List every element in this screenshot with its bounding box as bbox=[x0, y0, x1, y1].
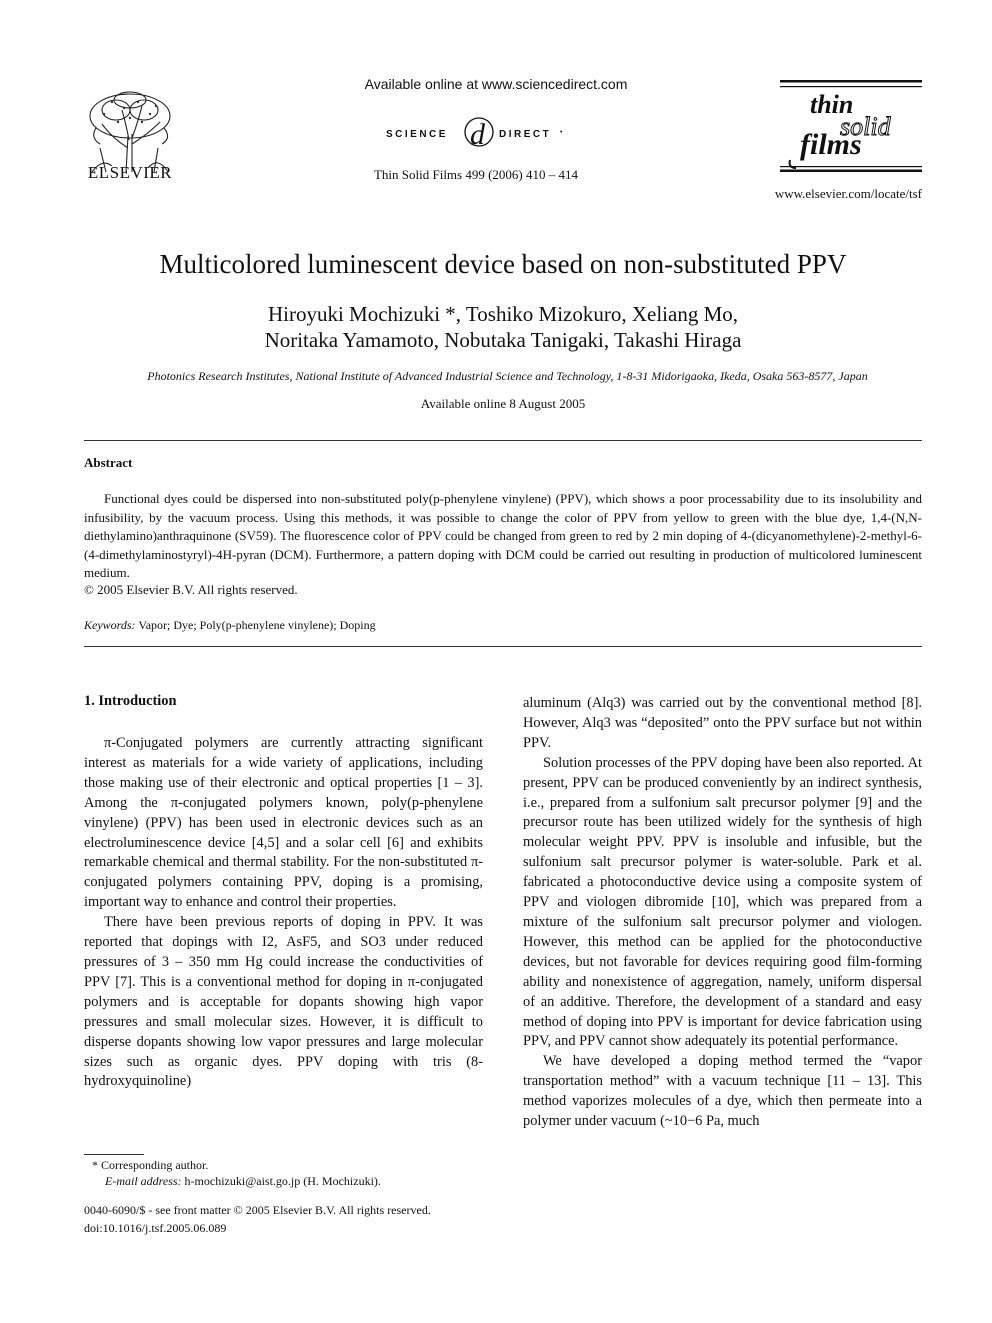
journal-reference: Thin Solid Films 499 (2006) 410 – 414 bbox=[373, 167, 579, 182]
sd-logo-left-text: SCIENCE bbox=[386, 129, 448, 140]
paragraph: There have been previous reports of doping in PPV. It was reported that dopings with I2, AsF5, and SO3 under reduced pressures of 3 – 350 mm Hg could increase the conductivities of PPV [7]. This is a conventional method for doping in π-conjugated polymers and is acceptable for dopants showing high vapor pressures and small molecular sizes. However, it is difficult to disperse dopants showing low vapor pressures and large molecular sizes such as organic dyes. PPV doping with tris (8-hydroxyquinoline) bbox=[84, 914, 483, 1090]
affiliation: Photonics Research Institutes, National Institute of Advanced Industrial Science and Technology, 1-8-31 Midorigaoka, Ikeda, Osaka 563-8577, Japan bbox=[147, 369, 868, 383]
abstract-copyright: © 2005 Elsevier B.V. All rights reserved. bbox=[84, 582, 298, 597]
paragraph: aluminum (Alq3) was carried out by the conventional method [8]. However, Alq3 was “deposited” onto the PPV surface but not within PPV. bbox=[523, 695, 922, 751]
svg-text:d: d bbox=[470, 118, 485, 151]
sd-logo-right-text: DIRECT bbox=[499, 129, 552, 140]
keywords-list: Vapor; Dye; Poly(p-phenylene vinylene); Doping bbox=[138, 618, 376, 632]
tsf-logo-word-3: films bbox=[800, 128, 862, 161]
body-column-left bbox=[84, 734, 483, 1092]
abstract-text: Functional dyes could be dispersed into non-substituted poly(p-phenylene vinylene) (PPV), which shows a poor processability due to its insolubility and infusibility, by the vacuum process. Using this methods, it was possible to change the color of PPV from yellow to green with the blue dye, 1,4-(N,N-diethylamino)anthraquinone (SV59). The fluorescence color of PPV could be changed from green to red by 2 min doping of 4-(dicyanomethylene)-2-methyl-6-(4-dimethylaminostyryl)-4H-pyran (DCM). Furthermore, a pattern doping with DCM could be carried out resulting in production of multicolored luminescent medium. bbox=[84, 491, 922, 580]
authors-line-1: Hiroyuki Mochizuki *, Toshiko Mizokuro, Xeliang Mo, bbox=[267, 302, 739, 326]
tsf-logo-word-2: solid bbox=[840, 112, 891, 141]
abstract-heading: Abstract bbox=[84, 455, 133, 470]
paragraph: Solution processes of the PPV doping have been also reported. At present, PPV can be produced conveniently by an indirect synthesis, i.e., prepared from a sulfonium salt precursor polymer [9] and the precursor route has been utilized widely for the synthesis of high molecular weight PPV. PPV is insoluble and infusible, but the sulfonium salt precursor polymer is water-soluble. Park et al. fabricated a photoconductive device using a composite system of PPV and viologen dibromide [10], which was prepared from a mixture of the sulfonium salt precursor polymer and viologen. However, this method can be applied for the photoconductive devices, but not favorable for devices requiring good film-forming ability and nonexistence of aggregation, namely, uniform dispersal of an additive. Therefore, the development of a standard and easy method of doping into PPV is important for device fabrication using PPV, and PPV cannot show adequately its potential performance. bbox=[523, 754, 922, 1050]
divider-bottom bbox=[84, 646, 922, 647]
corresponding-author-note: * Corresponding author. bbox=[92, 1158, 209, 1172]
authors-line-2: Noritaka Yamamoto, Nobutaka Tanigaki, Takashi Hiraga bbox=[264, 328, 742, 352]
svg-text:•: • bbox=[560, 129, 563, 136]
paragraph: π-Conjugated polymers are currently attracting significant interest as materials for a wide variety of applications, including those making use of their electronic and optical properties [1 – 3]. Among the π-conjugated polymers known, poly(p-phenylene vinylene) (PPV) has been used in electronic devices such as an electroluminescence device [4,5] and a solar cell [6] and exhibits remarkable chemical and thermal stability. For the non-substituted π-conjugated polymers containing PPV, doping is a promising, important way to enhance and control their properties. bbox=[84, 735, 483, 911]
divider-top bbox=[84, 440, 922, 441]
article-title: Multicolored luminescent device based on non-substituted PPV bbox=[159, 249, 847, 279]
section-heading-introduction: 1. Introduction bbox=[84, 693, 177, 709]
journal-url-link[interactable]: www.elsevier.com/locate/tsf bbox=[774, 186, 922, 201]
email-label: E-mail address: bbox=[105, 1174, 182, 1188]
keywords bbox=[84, 618, 376, 633]
paragraph: We have developed a doping method termed the “vapor transportation method” with a vacuum technique [11 – 13]. This method vaporizes molecules of a dye, which then permeate into a polymer under vacuum (~10−6 Pa, much bbox=[523, 1053, 922, 1130]
footnote-rule bbox=[84, 1154, 144, 1155]
front-matter-line: 0040-6090/$ - see front matter © 2005 Elsevier B.V. All rights reserved. bbox=[84, 1203, 431, 1217]
sciencedirect-logo bbox=[386, 112, 568, 152]
elsevier-wordmark: ELSEVIER bbox=[87, 163, 173, 182]
tsf-logo-word-1: thin bbox=[810, 90, 854, 119]
available-online-banner: Available online at www.sciencedirect.com bbox=[364, 76, 628, 92]
available-date: Available online 8 August 2005 bbox=[420, 396, 586, 411]
email-link[interactable]: h-mochizuki@aist.go.jp (H. Mochizuki). bbox=[184, 1174, 381, 1188]
doi-line[interactable]: doi:10.1016/j.tsf.2005.06.089 bbox=[84, 1221, 227, 1235]
thin-solid-films-logo bbox=[780, 80, 922, 172]
body-column-right bbox=[523, 694, 922, 1132]
email-note bbox=[105, 1174, 381, 1189]
keywords-label: Keywords: bbox=[84, 618, 136, 632]
